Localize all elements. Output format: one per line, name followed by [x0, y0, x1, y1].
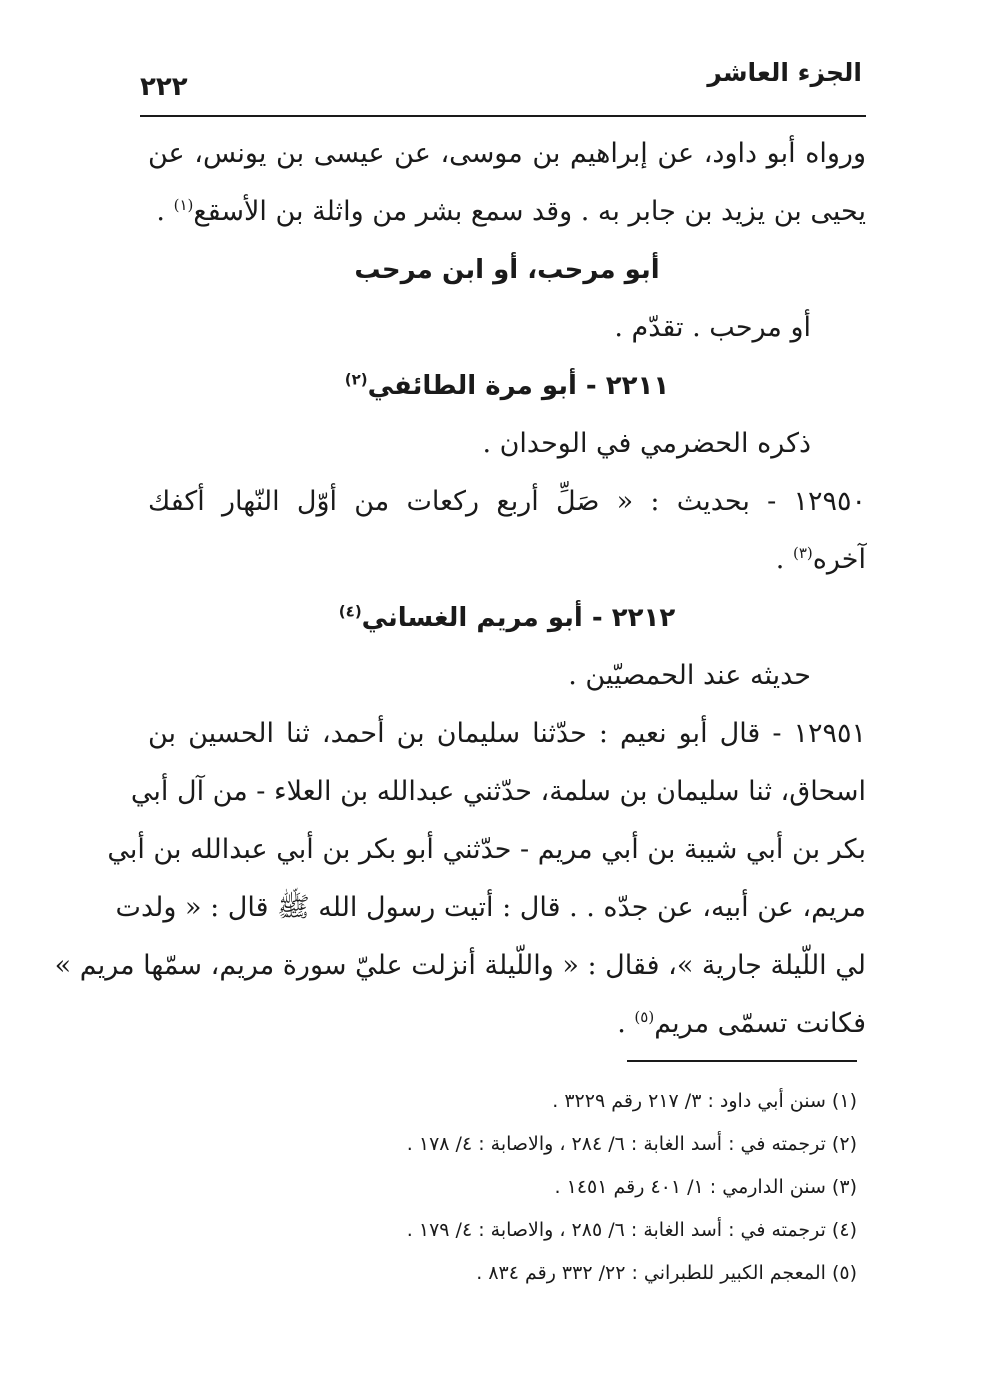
text-span: يحيى بن يزيد بن جابر به . وقد سمع بشر من واثلة بن الأسقع — [193, 196, 866, 227]
text-span: ذكره الحضرمي في الوحدان . — [482, 428, 811, 459]
text-span: . — [617, 1008, 635, 1039]
header-rule — [140, 115, 866, 117]
text-line: ١٢٩٥٠ - بحديث : « صَلِّ أربع ركعات من أوّل النّهار أكفك — [148, 486, 866, 517]
heading-text: ٢٢١٢ - أبو مريم الغساني — [361, 603, 676, 633]
text-span: آخره — [812, 544, 866, 575]
text-line: ورواه أبو داود، عن إبراهيم بن موسى، عن عيسى بن يونس، عن — [148, 138, 866, 169]
footnote-ref: (٥) — [634, 1008, 655, 1026]
text-line — [148, 299, 866, 357]
page-number: ٢٢٢ — [140, 72, 188, 102]
section-heading: أبو مرحب، أو ابن مرحب — [354, 255, 660, 285]
footnotes — [140, 1080, 857, 1295]
text-span: فكانت تسمّى مريم — [654, 1008, 866, 1039]
running-header-title: الجزء العاشر — [707, 58, 862, 87]
footnote: (٥) المعجم الكبير للطبراني : ٢٢/ ٣٣٢ رقم ٨٣٤ . — [476, 1262, 857, 1284]
footnote: (٣) سنن الدارمي : ١/ ٤٠١ رقم ١٤٥١ . — [554, 1176, 857, 1198]
text-line — [148, 531, 866, 589]
footnote: (٢) ترجمته في : أسد الغابة : ٦/ ٢٨٤ ، والاصابة : ٤/ ١٧٨ . — [406, 1133, 857, 1155]
footnote-ref: (١) — [173, 196, 194, 214]
text-span: أو مرحب . تقدّم . — [614, 312, 811, 343]
text-line — [148, 647, 866, 705]
footnote-ref: (٤) — [338, 602, 362, 621]
text-line — [148, 995, 866, 1053]
footnote-separator — [627, 1060, 857, 1062]
text-line — [148, 415, 866, 473]
heading-text: ٢٢١١ - أبو مرة الطائفي — [367, 371, 670, 401]
text-line: ١٢٩٥١ - قال أبو نعيم : حدّثنا سليمان بن أحمد، ثنا الحسين بن — [148, 718, 866, 749]
text-span: حديثه عند الحمصيّين . — [568, 660, 811, 691]
entry-heading — [148, 589, 866, 647]
text-line: اسحاق، ثنا سليمان بن سلمة، حدّثني عبدالله بن العلاء - من آل أبي — [130, 776, 866, 807]
text-line — [148, 183, 866, 241]
footnote: (٤) ترجمته في : أسد الغابة : ٦/ ٢٨٥ ، والاصابة : ٤/ ١٧٩ . — [406, 1219, 857, 1241]
text-span: . — [775, 544, 793, 575]
main-text — [54, 125, 866, 1053]
text-line: بكر بن أبي شيبة بن أبي مريم - حدّثني أبو بكر بن أبي عبدالله بن أبي — [107, 834, 866, 865]
text-line: لي اللّيلة جارية »، فقال : « واللّيلة أنزلت عليّ سورة مريم، سمّها مريم » — [54, 950, 866, 981]
footnote-ref: (٣) — [792, 544, 813, 562]
footnote-ref: (٢) — [344, 370, 368, 389]
footnote: (١) سنن أبي داود : ٣/ ٢١٧ رقم ٣٢٢٩ . — [552, 1090, 857, 1112]
text-span: . — [156, 196, 174, 227]
entry-heading — [148, 357, 866, 415]
text-line: مريم، عن أبيه، عن جدّه . . قال : أتيت رسول الله ﷺ قال : « ولدت — [115, 892, 866, 923]
